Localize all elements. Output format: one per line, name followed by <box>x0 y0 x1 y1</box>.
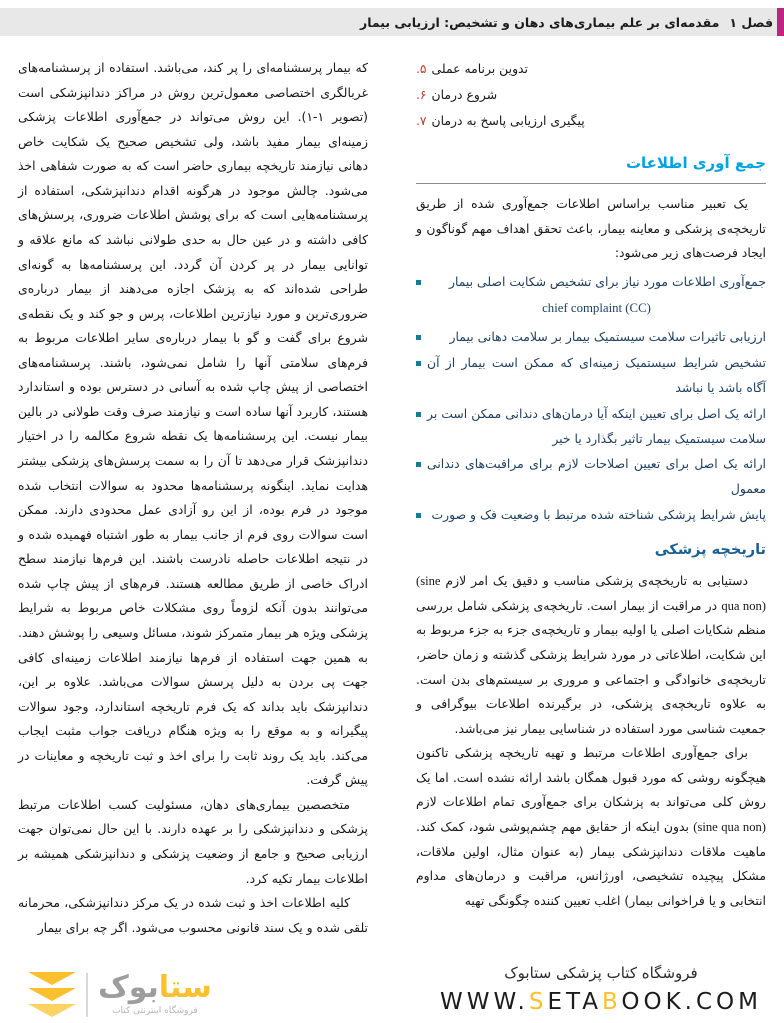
logo-wordmark <box>98 970 212 1005</box>
history2-text-a: برای جمع‌آوری اطلاعات مرتبط و تهیه تاریخچه پزشکی تاکنون هیچگونه روشی که مورد قبول همگان باشد ارائه نشده است. اما یک روش کلی می‌تواند به پزشکان برای جمع‌آوری تمام اطلاعات لازم <box>416 745 766 810</box>
paragraph-questionnaires: که بیمار پرسشنامه‌ای را پر کند، می‌باشد. استفاده از پرسشنامه‌های غربالگری اختصاصی معمول‌ترین روش در مراکز دندانپزشکی است (تصویر ۱-۱). این روش می‌تواند در جمع‌آوری اطلاعات پزشکی زمینه‌ای بیمار مفید باشد، ولی تشخیص صحیح یک شکایت خاص دهانی نیازمند تاریخچه بیماری حاضر است که به صورت شفاهی اخذ می‌شود. چالش موجود در هرگونه اقدام دندانپزشکی، استفاده از پرسشنامه‌هایی است که برای پوشش اطلاعات ضروری، پرسش‌های کافی داشته و در عین حال به حدی طولانی نباشد که مانع علاقه و توانایی بیمار در پر کردن آن گردد. این پرسشنامه‌ها به گونه‌ای طراحی شده‌اند که به پزشک اجازه می‌دهند از بیمار درباره‌ی ضروری‌ترین و مورد نیازترین اطلاعات، پرس و جو کند و یک نقطه‌ی شروع برای گفت و گو با بیمار درباره‌ی سایر اطلاعات مربوط به فرم‌های سلامتی آنها را شامل نمی‌شود، باشند. پرسشنامه‌های اختصاصی از پیش چاپ شده به آسانی در دسترس بوده و استاندارد هستند، کاربرد آنها ساده است و نیازمند صرف وقت طولانی در بالین بیمار نیست. این پرسشنامه‌ها یک نقطه شروع مکالمه را در اختیار دندانپزشک قرار می‌دهد تا آن را به سمت پرسش‌های پزشکی بیشتر هدایت نماید. اینگونه پرسشنامه‌ها محدود به سوالات انتخاب شده موجود در فرم بوده، از این رو آزادی عمل محدودی دارند. ممکن است سوالات روی فرم از جانب بیمار به طور اشتباه فهمیده شده و در نتیجه اطلاعات حاصله نادرست باشند. این فرم‌ها نیازمند سطح ادراک خاصی از طریق مطالعه هستند. فرم‌های از پیش چاپ شده می‌توانند بدون آنکه لزوماً روی مشکلات خاص مربوط به شرایط پزشکی ویژه هر بیمار متمرکز شوند، مسائل وسیعی را پوشش دهند. به همین جهت استفاده از فرم‌ها نیازمند اطلاعات زمینه‌ای کافی جهت پی بردن به دلیل پرسش سوالات می‌باشد. علاوه بر این، دندانپزشک باید بداند که یک فرم تاریخچه استاندارد، وجود سوالات پیگیرانه و به موقع را به ویژه هنگام دریافت جواب مثبت ایجاب می‌کند. باید یک روند ثابت را برای اخذ و ثبت تاریخچه و معاینات در پیش گرفت. <box>18 60 368 788</box>
history-text-b: در مراقبت از بیمار است. تاریخچه‌ی پزشکی شامل بررسی منظم شکایات اصلی یا اولیه بیمار و تاریخچه‌ی جزء به جزء مربوط به این شکایت، اطلاعاتی در مورد شرایط پزشکی گذشته و زمان حاضر، تاریخچه‌ی خانوادگی و اجتماعی و مروری بر سیستم‌های بدن است. به علاوه تاریخچه‌ی پزشکی، در برگیرنده اطلاعات بیوگرافی و جمعیت شناسی مورد استفاده در شناسایی بیمار نیز می‌باشد. <box>416 597 766 736</box>
logo-word-main: ستا <box>158 970 212 1005</box>
square-bullet-icon <box>416 335 421 340</box>
list-item <box>416 351 766 401</box>
bullet-text: ارائه یک اصل برای تعیین اینکه آیا درمان‌های دندانی ممکن است بر سلامت سیستمیک بیمار تاثیر بگذارد یا خیر <box>427 405 766 446</box>
step-number: ۵. <box>416 62 427 76</box>
chapter-title-text: مقدمه‌ای بر علم بیماری‌های دهان و تشخیص: ارزیابی بیمار <box>360 14 720 30</box>
step-number: ۷. <box>416 114 427 129</box>
footer-brand-name: فروشگاه کتاب پزشکی ستابوک <box>504 964 698 982</box>
logo-divider <box>86 973 88 1017</box>
chevron-icon <box>28 988 76 1001</box>
url-prefix: WWW. <box>439 989 529 1015</box>
chevron-stack-icon <box>28 972 76 1017</box>
paragraph-history-2 <box>416 741 766 913</box>
latin-term-sine-qua-non: (sine qua non) <box>416 573 766 613</box>
list-item <box>416 108 766 134</box>
running-head <box>0 8 784 36</box>
footer-website-url[interactable] <box>440 989 762 1015</box>
paragraph-intro: یک تعبیر مناسب براساس اطلاعات جمع‌آوری شده از طریق تاریخچه‌ی پزشکی و معاینه بیمار، باعث تحقق اهداف مهم گوناگون و ایجاد فرصت‌های زیر می‌شود: <box>416 196 766 261</box>
url-letter-b: B <box>602 989 622 1015</box>
chevron-icon <box>28 972 76 985</box>
page-footer <box>0 951 784 1023</box>
logo-wordmark-wrap <box>98 970 212 1016</box>
square-bullet-icon <box>416 462 421 467</box>
heading-divider <box>416 183 766 184</box>
url-eta: ETA <box>547 989 603 1015</box>
bullet-text: پایش شرایط پزشکی شناخته شده مرتبط با وضعیت فک و صورت <box>431 507 766 523</box>
bullet-text: ارزیابی تاثیرات سلامت سیستمیک بیمار بر سلامت دهانی بیمار <box>449 329 766 345</box>
step-text: پیگیری ارزیابی پاسخ به درمان <box>431 113 585 129</box>
chevron-icon <box>28 1004 76 1017</box>
history-text-a: دستیابی به تاریخچه‌ی پزشکی مناسب و دقیق یک امر لازم <box>445 572 748 588</box>
running-head-title <box>352 8 777 36</box>
step-text: شروع درمان <box>431 87 498 103</box>
latin-term-sine-qua-non: (sine qua non) <box>693 819 766 834</box>
setabook-logo <box>28 972 212 1017</box>
procedure-steps-list <box>416 56 766 135</box>
list-item <box>416 270 766 324</box>
history2-text-b: بدون اینکه از حقایق مهم چشم‌پوشی شود، کمک کند. ماهیت ملاقات دندانپزشکی بیمار (به عنوان مثال، اولین ملاقات، مشکل پیچیده تشخیصی، اورژانس، مراقبت و درمان‌های مداوم انتخابی و یا فراخوانی بیمار) اغلب تعیین کننده چگونگی تهیه <box>416 818 766 908</box>
list-item <box>416 56 766 82</box>
column-right <box>416 56 766 914</box>
list-item <box>416 82 766 108</box>
section-heading-medical-history: تاریخچه پزشکی <box>654 541 766 558</box>
page-body <box>18 56 766 956</box>
list-item <box>416 402 766 452</box>
chapter-label: فصل ۱ <box>729 14 774 30</box>
column-left <box>18 56 368 940</box>
list-item <box>416 503 766 528</box>
logo-word-grey: بوک <box>98 970 159 1005</box>
step-number: ۶. <box>416 88 427 103</box>
square-bullet-icon <box>416 280 421 285</box>
url-suffix: OOK.COM <box>621 989 762 1015</box>
square-bullet-icon <box>416 412 421 417</box>
footer-brand <box>440 964 762 1015</box>
list-item <box>416 325 766 350</box>
bullet-text <box>427 270 766 324</box>
objectives-bullet-list <box>416 270 766 528</box>
step-text: تدوین برنامه عملی <box>431 61 529 76</box>
square-bullet-icon <box>416 361 421 366</box>
bullet-text: تشخیص شرایط سیستمیک زمینه‌ای که ممکن است بیمار از آن آگاه باشد یا نباشد <box>427 355 766 396</box>
paragraph-records-confidential: کلیه اطلاعات اخذ و ثبت شده در یک مرکز دندانپزشکی، محرمانه تلقی شده و یک سند قانونی محسوب می‌شود. اگر چه برای بیمار <box>18 895 368 935</box>
paragraph-history-1 <box>416 569 766 742</box>
bullet-text: ارائه یک اصل برای تعیین اصلاحات لازم برای مراقبت‌های دندانی معمول <box>427 456 766 497</box>
running-head-spacer <box>0 8 352 36</box>
logo-subtitle: فروشگاه اینترنتی کتاب <box>112 1006 198 1016</box>
list-item <box>416 452 766 502</box>
section-heading-data-collection: جمع آوری اطلاعات <box>625 153 766 172</box>
url-letter-s: S <box>528 989 548 1015</box>
latin-term: chief complaint (CC) <box>542 300 651 315</box>
square-bullet-icon <box>416 513 421 518</box>
paragraph-specialists: متخصصین بیماری‌های دهان، مسئولیت کسب اطلاعات مرتبط پزشکی و دندانپزشکی را بر عهده دارند. با این حال نمی‌توان جهت ارزیابی صحیح و جامع از وضعیت پزشکی و دندانپزشکی همیشه بر اطلاعات بیمار تکیه کرد. <box>18 796 368 886</box>
page-number-badge <box>777 8 784 36</box>
bullet-label: جمع‌آوری اطلاعات مورد نیاز برای تشخیص شکایت اصلی بیمار <box>448 273 766 289</box>
